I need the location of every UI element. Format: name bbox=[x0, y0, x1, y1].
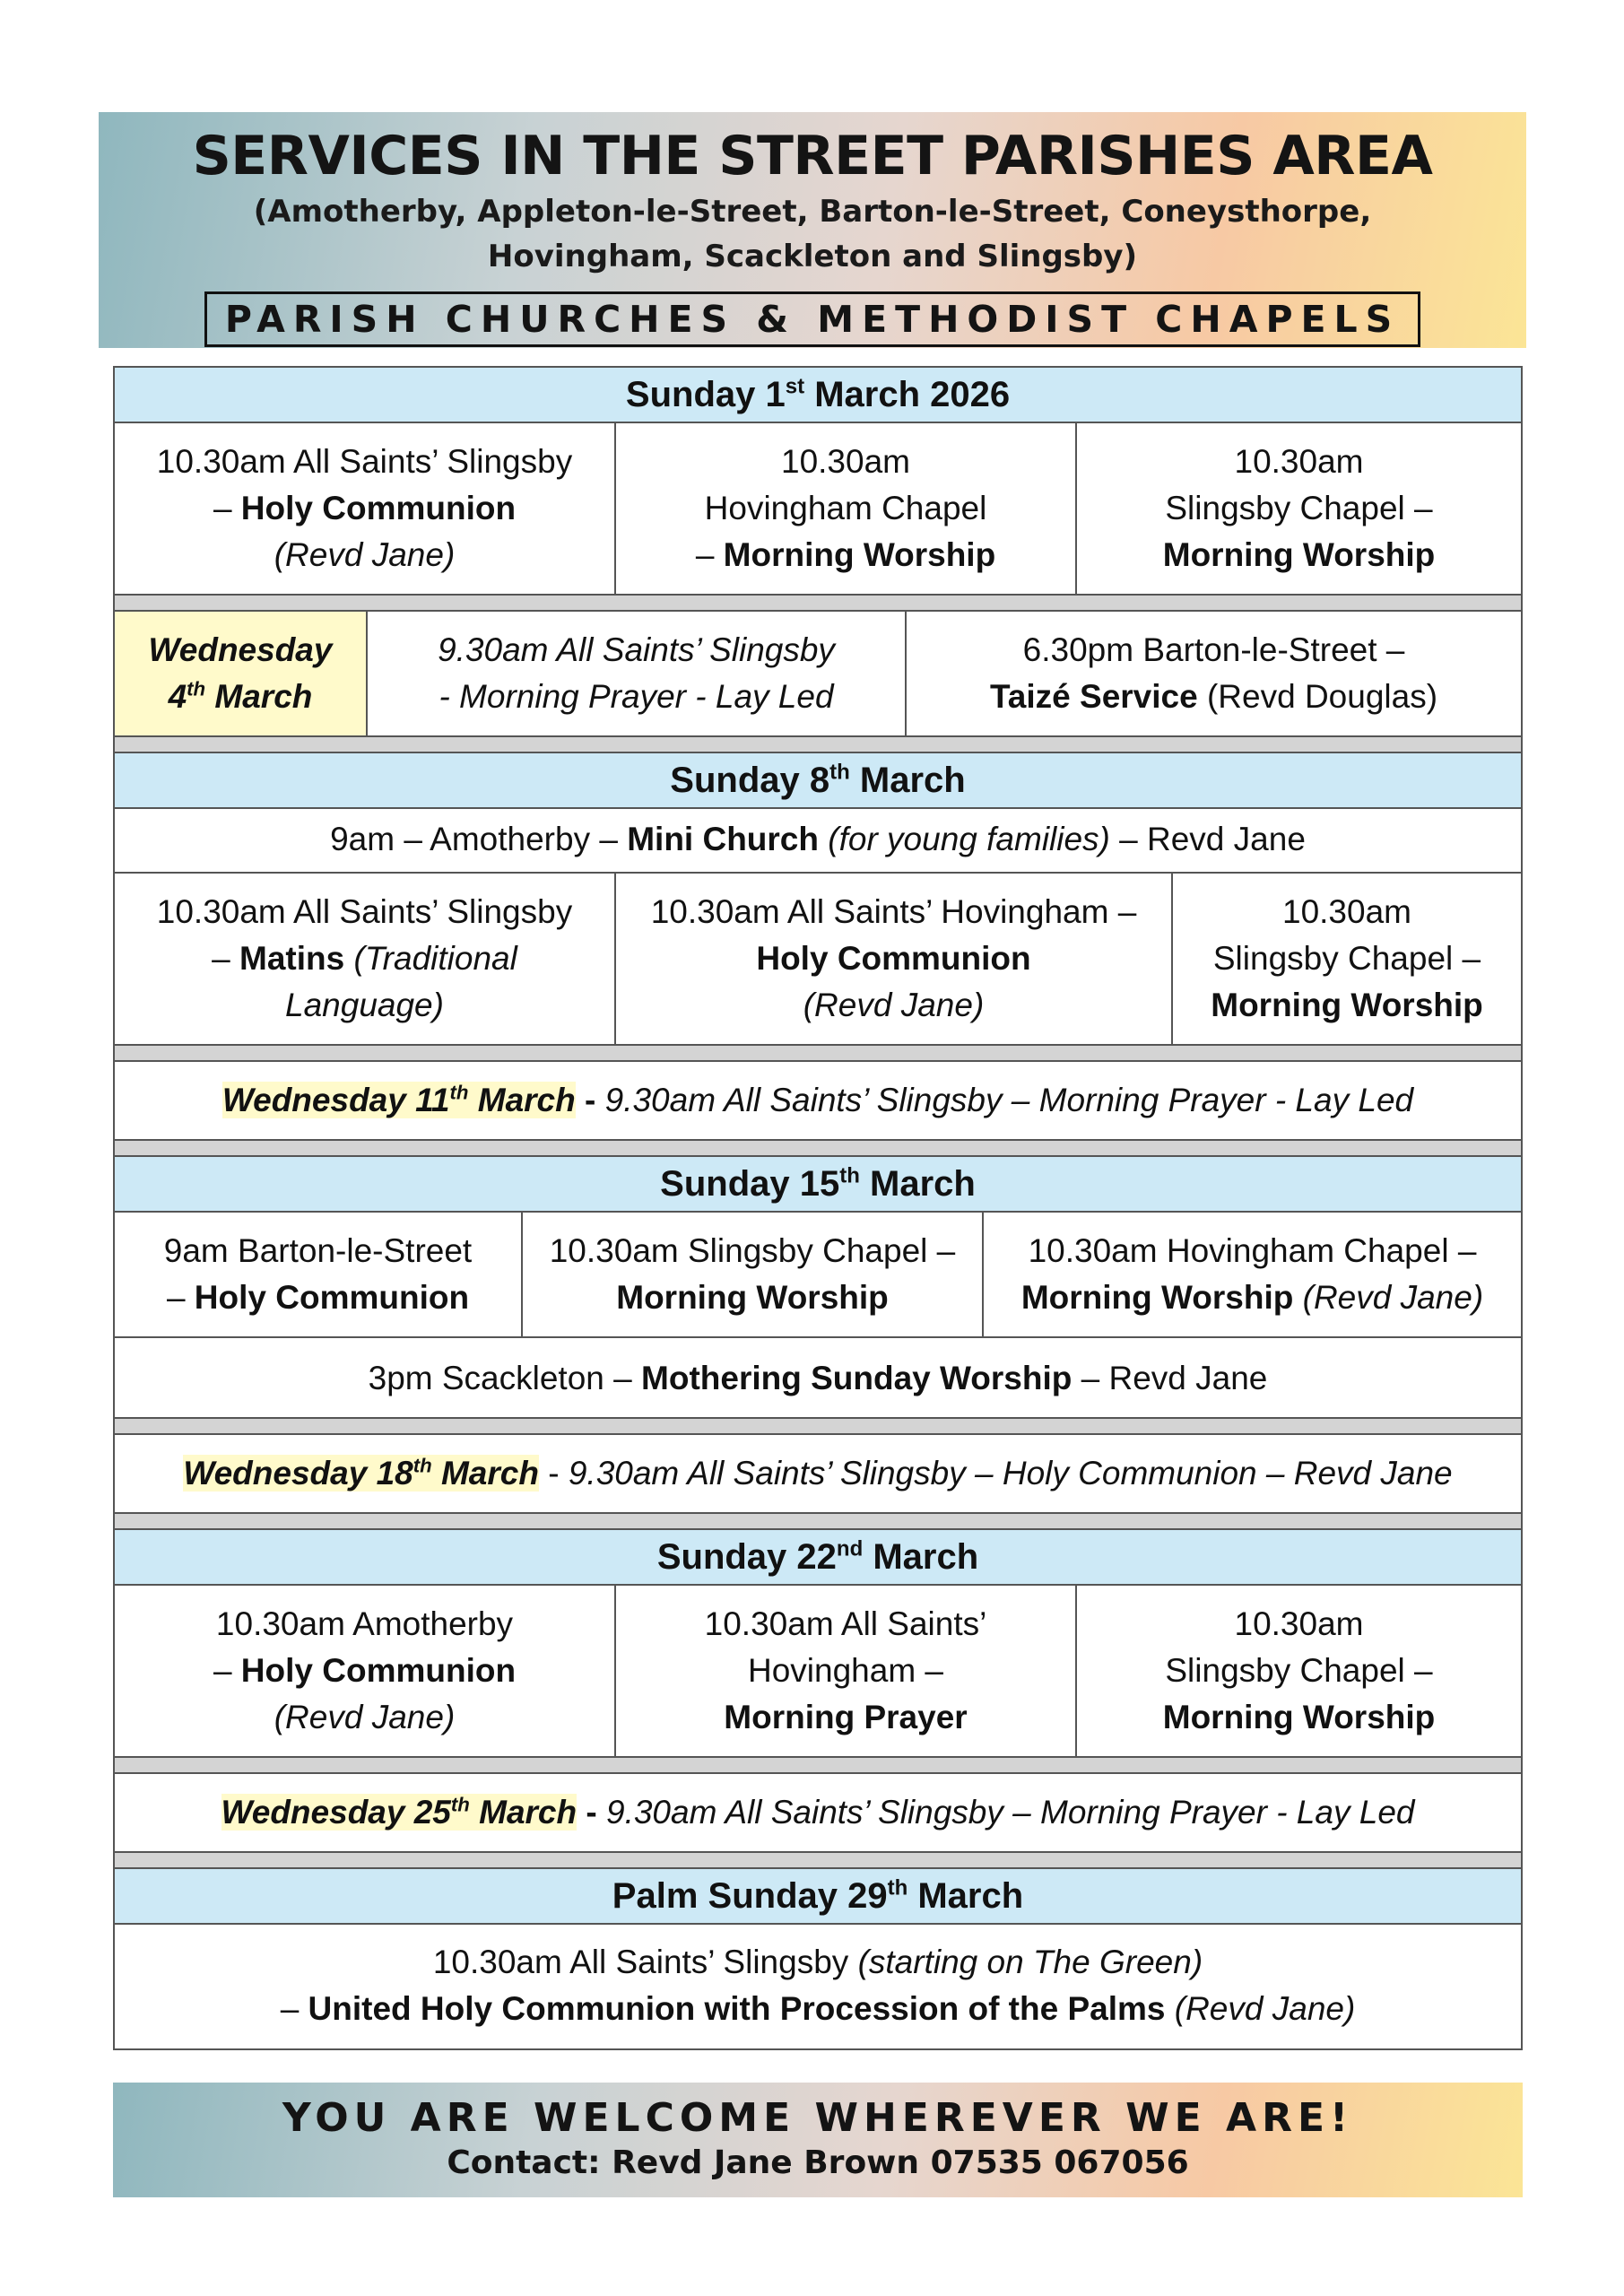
separator bbox=[115, 737, 1521, 753]
page-title: SERVICES IN THE STREET PARISHES AREA bbox=[192, 125, 1433, 187]
service-cell: 10.30am Hovingham Chapel – Morning Worship bbox=[616, 423, 1077, 594]
day-header-sunday-15: Sunday 15th March bbox=[115, 1157, 1521, 1213]
palm-sunday-service: 10.30am All Saints’ Slingsby (starting on The Green) – United Holy Communion with Procession of the Palms (Revd Jane) bbox=[115, 1925, 1521, 2050]
wednesday-25-row: Wednesday 25th March - 9.30am All Saints’ Slingsby – Morning Prayer - Lay Led bbox=[115, 1774, 1521, 1853]
service-cell: 9.30am All Saints’ Slingsby - Morning Prayer - Lay Led bbox=[368, 612, 907, 735]
separator bbox=[115, 1419, 1521, 1435]
service-cell: 10.30am All Saints’ Hovingham – Morning Prayer bbox=[616, 1586, 1077, 1756]
sunday-22-services bbox=[115, 1586, 1521, 1758]
day-header-sunday-1: Sunday 1st March 2026 bbox=[115, 368, 1521, 423]
service-cell: 10.30am Hovingham Chapel – Morning Worship (Revd Jane) bbox=[1020, 1232, 1484, 1316]
contact-line: Contact: Revd Jane Brown 07535 067056 bbox=[447, 2144, 1189, 2181]
service-cell: 10.30am Amotherby – Holy Communion (Revd Jane) bbox=[115, 1586, 616, 1756]
service-cell: 6.30pm Barton-le-Street – Taizé Service (Revd Douglas) bbox=[989, 631, 1438, 715]
welcome-message: YOU ARE WELCOME WHEREVER WE ARE! bbox=[282, 2095, 1354, 2141]
day-header-sunday-22: Sunday 22nd March bbox=[115, 1530, 1521, 1586]
wednesday-18-row: Wednesday 18th March - 9.30am All Saints’ Slingsby – Holy Communion – Revd Jane bbox=[115, 1435, 1521, 1514]
service-cell: 10.30am Slingsby Chapel – Morning Worship bbox=[1162, 443, 1436, 573]
service-cell: 10.30am All Saints’ Hovingham – Holy Communion (Revd Jane) bbox=[616, 874, 1173, 1044]
day-label-wednesday-4: Wednesday 4th March bbox=[115, 612, 368, 735]
separator bbox=[115, 1758, 1521, 1774]
wednesday-4-services bbox=[115, 612, 1521, 737]
service-cell: 10.30am Slingsby Chapel – Morning Worship bbox=[523, 1213, 984, 1336]
sunday-1-services bbox=[115, 423, 1521, 596]
separator bbox=[115, 596, 1521, 612]
wednesday-11-row: Wednesday 11th March - 9.30am All Saints’ Slingsby – Morning Prayer - Lay Led bbox=[115, 1062, 1521, 1141]
separator bbox=[115, 1514, 1521, 1530]
service-cell: 10.30am Slingsby Chapel – Morning Worship bbox=[1162, 1605, 1436, 1735]
day-header-sunday-8: Sunday 8th March bbox=[115, 753, 1521, 809]
service-cell: 10.30am All Saints’ Slingsby – Matins (Traditional Language) bbox=[115, 874, 616, 1044]
separator bbox=[115, 1141, 1521, 1157]
separator bbox=[115, 1853, 1521, 1869]
service-cell: 10.30am All Saints’ Slingsby – Holy Communion (Revd Jane) bbox=[115, 423, 616, 594]
schedule-table bbox=[113, 366, 1523, 2050]
sunday-8-services bbox=[115, 874, 1521, 1046]
service-cell: 9am Barton-le-Street – Holy Communion bbox=[115, 1213, 523, 1336]
footer-banner bbox=[113, 2083, 1523, 2197]
day-header-palm-sunday: Palm Sunday 29th March bbox=[115, 1869, 1521, 1925]
mothering-sunday-row: 3pm Scackleton – Mothering Sunday Worship – Revd Jane bbox=[115, 1338, 1521, 1419]
mini-church-row: 9am – Amotherby – Mini Church (for young families) – Revd Jane bbox=[115, 809, 1521, 874]
service-cell: 10.30am Slingsby Chapel – Morning Worship bbox=[1211, 893, 1483, 1023]
parishes-line-1: (Amotherby, Appleton-le-Street, Barton-le-Street, Coneysthorpe, bbox=[253, 194, 1372, 230]
sunday-15-services bbox=[115, 1213, 1521, 1338]
separator bbox=[115, 1046, 1521, 1062]
parishes-line-2: Hovingham, Scackleton and Slingsby) bbox=[487, 239, 1138, 274]
subtitle-box: PARISH CHURCHES & METHODIST CHAPELS bbox=[204, 291, 1420, 347]
header-banner bbox=[99, 112, 1526, 348]
